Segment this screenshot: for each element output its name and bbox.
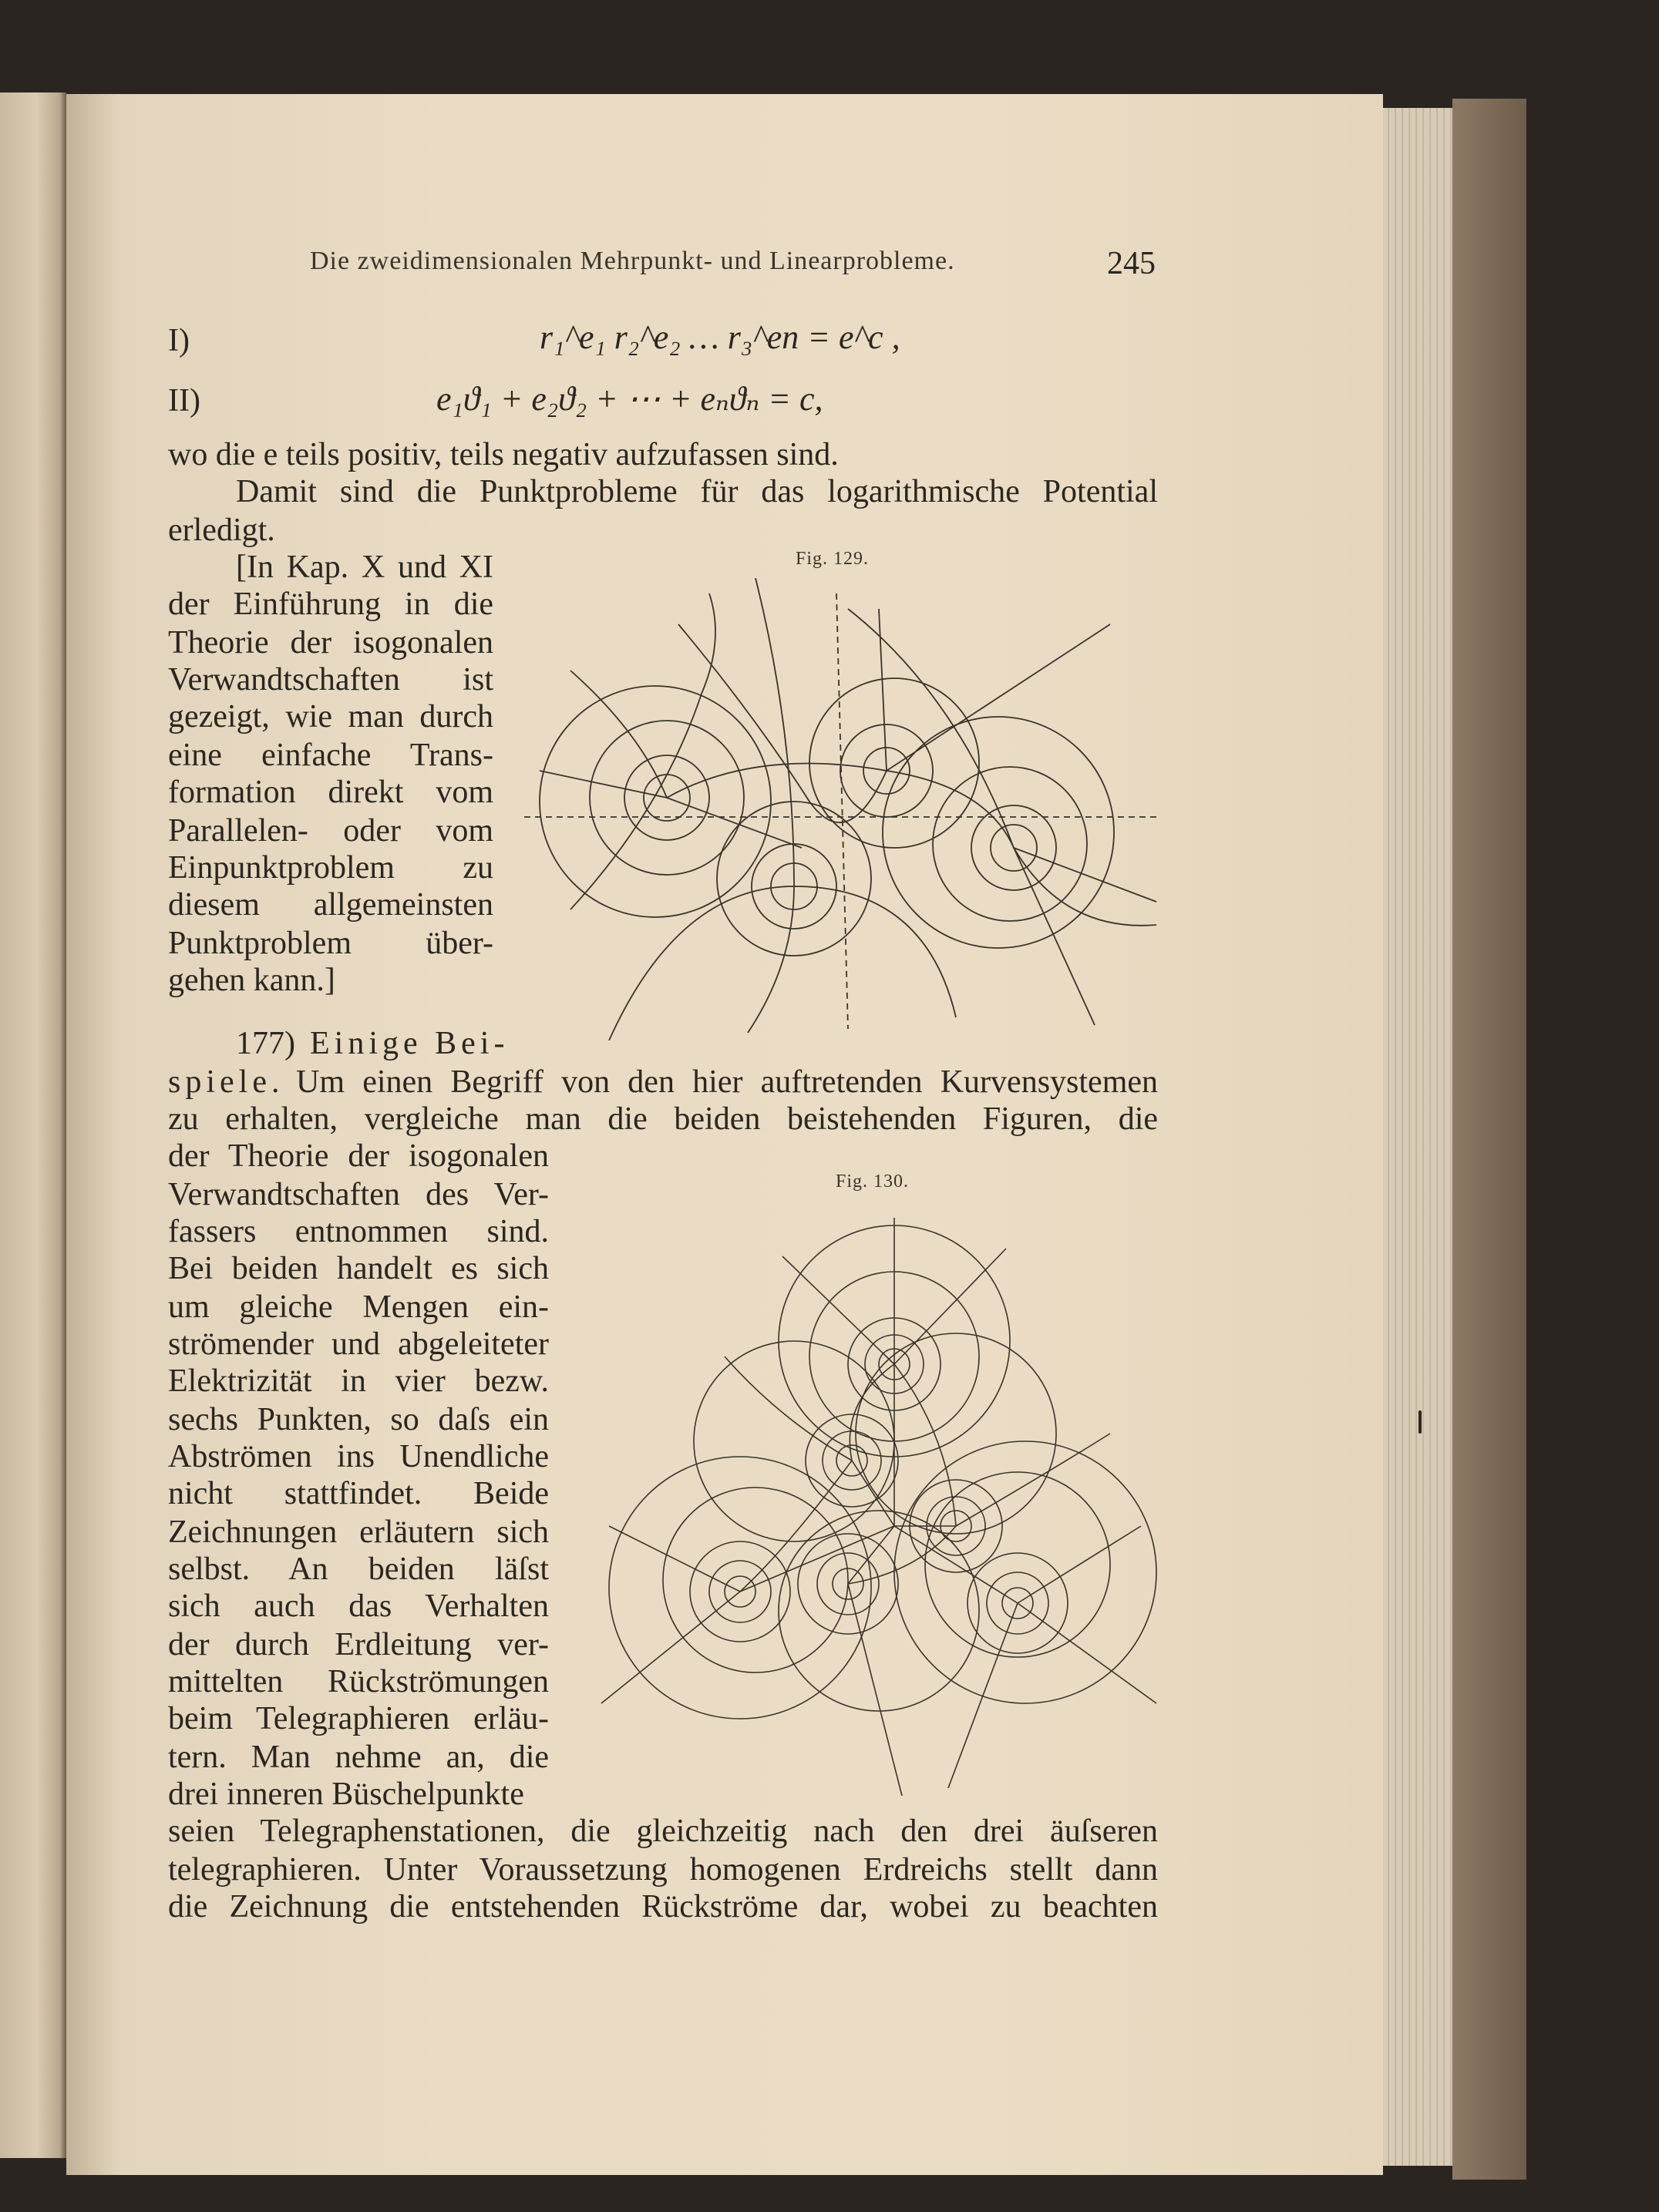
- stray-ink-mark: [1418, 1410, 1422, 1434]
- fig129-diagram: [524, 578, 1172, 1040]
- para3-line-12: gehen kann.]: [168, 963, 335, 998]
- fig130-caption: Fig. 130.: [836, 1172, 910, 1192]
- running-title: Die zweidimensionalen Mehrpunkt- und Linearprobleme.: [310, 247, 955, 275]
- para4-col-line-3: fassers entnommen sind.: [168, 1214, 549, 1249]
- para3-line-5: gezeigt, wie man durch: [168, 699, 493, 735]
- para4-col-line-5: um gleiche Mengen ein-: [168, 1289, 549, 1325]
- para3-line-10: diesem allgemeinsten: [168, 887, 493, 923]
- book-cover-edge: [1452, 99, 1526, 2180]
- para4-col-line-13: sich auch das Verhalten: [168, 1588, 549, 1624]
- para3-line-4: Verwandtschaften ist: [168, 662, 493, 698]
- para1-line-1: wo die e teils positiv, teils negativ aufzufassen sind.: [168, 437, 839, 472]
- para4-col-line-18: drei inneren Büschelpunkte: [168, 1777, 524, 1812]
- para3-line-8: Parallelen- oder vom: [168, 813, 493, 849]
- para4-end-line-2: telegraphieren. Unter Voraussetzung homogenen Erdreichs stellt dann: [168, 1852, 1158, 1888]
- para3-line-3: Theorie der isogonalen: [168, 625, 493, 661]
- para4-col-line-12: selbst. An beiden läſst: [168, 1551, 549, 1587]
- equation-label-2: II): [168, 383, 200, 419]
- para3-line-6: eine einfache Trans-: [168, 738, 493, 773]
- para4-col-line-16: beim Telegraphieren erläu-: [168, 1701, 549, 1736]
- para4-col-line-6: strömender und abgeleiteter: [168, 1326, 549, 1362]
- left-page-edge: [0, 92, 66, 2158]
- para4-col-line-9: Abströmen ins Unendliche: [168, 1439, 549, 1474]
- page-number: 245: [1107, 246, 1156, 281]
- para2-line-1: Damit sind die Punktprobleme für das logarithmische Potential: [236, 474, 1158, 509]
- para4-col-line-4: Bei beiden handelt es sich: [168, 1251, 549, 1286]
- para2-line-2: erledigt.: [168, 513, 275, 548]
- para4-col-line-17: tern. Man nehme an, die: [168, 1740, 549, 1775]
- equation-1: r₁^e₁ r₂^e₂ … r₃^en = e^c ,: [540, 318, 900, 356]
- para4-col-line-11: Zeichnungen erläutern sich: [168, 1514, 549, 1550]
- para4-col-line-15: mittelten Rückströmungen: [168, 1664, 549, 1699]
- para4-col-line-10: nicht stattfindet. Beide: [168, 1476, 549, 1511]
- page-stack-edge: [1383, 108, 1452, 2166]
- para4-col-line-14: der durch Erdleitung ver-: [168, 1627, 549, 1662]
- para4-col-line-1: der Theorie der isogonalen: [168, 1138, 549, 1174]
- para4-full-line-1: Um einen Begriff von den hier auftretenden Kurvensystemen: [296, 1064, 1158, 1100]
- para4-full-line-2: zu erhalten, vergleiche man die beiden beistehenden Figuren, die: [168, 1101, 1158, 1137]
- para4-col-line-7: Elektrizität in vier bezw.: [168, 1363, 549, 1399]
- fig130-diagram: [586, 1202, 1172, 1796]
- para4-end-line-1: seien Telegraphenstationen, die gleichzeitig nach den drei äuſseren: [168, 1814, 1158, 1849]
- para3-line-1: [In Kap. X und XI: [236, 550, 493, 585]
- para3-line-7: formation direkt vom: [168, 775, 493, 810]
- para4-col-line-2: Verwandtschaften des Ver-: [168, 1177, 549, 1212]
- para3-line-2: der Einführung in die: [168, 587, 493, 622]
- para3-line-11: Punktproblem über-: [168, 926, 493, 961]
- equation-label-1: I): [168, 323, 190, 358]
- section-title-b: spiele.: [168, 1064, 284, 1100]
- section-number: 177): [236, 1026, 295, 1061]
- fig129-caption: Fig. 129.: [796, 549, 870, 569]
- para4-col-line-8: sechs Punkten, so daſs ein: [168, 1402, 549, 1437]
- para3-line-9: Einpunktproblem zu: [168, 850, 493, 886]
- section-title-a: Einige Bei-: [310, 1026, 510, 1061]
- equation-2: e₁ϑ₁ + e₂ϑ₂ + ⋯ + eₙϑₙ = c,: [436, 380, 823, 418]
- para4-end-line-3: die Zeichnung die entstehenden Rückströme dar, wobei zu beachten: [168, 1889, 1158, 1925]
